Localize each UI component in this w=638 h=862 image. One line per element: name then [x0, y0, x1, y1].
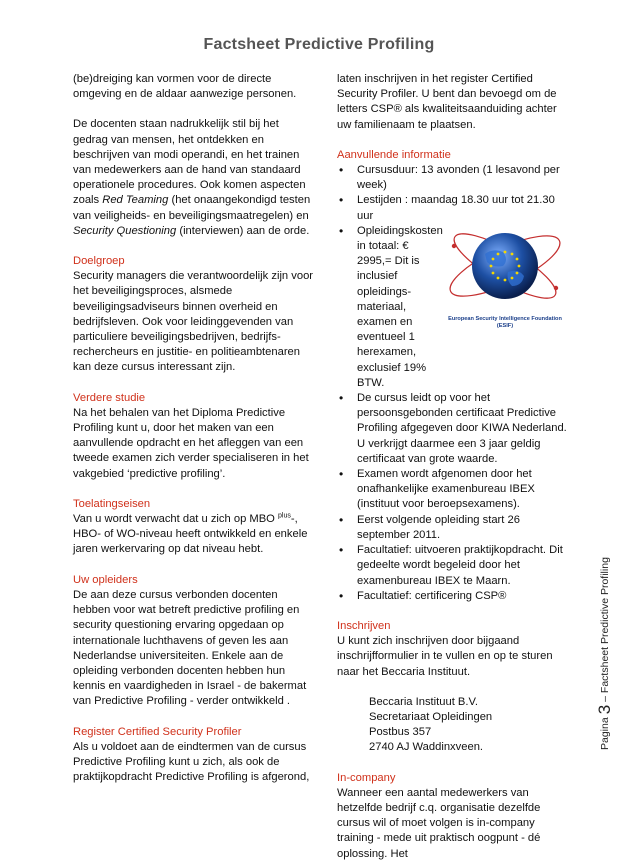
page-number: 3: [595, 704, 614, 715]
inschrijven-text: U kunt zich inschrijven door bijgaand inschrijfformulier in te vullen en op te sturen naar het Beccaria Instituut.: [337, 635, 553, 678]
list-item: • Facultatief: certificering CSP®: [337, 589, 569, 604]
list-item: • De cursus leidt op voor het persoonsgebonden certificaat Predictive Profiling afgegeven door KIWA Nederland. U verkrijgt daarmee een 3 jaar geldig certificaat van grote waarde.: [337, 391, 569, 467]
list-item: • Facultatief: uitvoeren praktijkopdracht. Dit gedeelte wordt begeleid door het examenbureau IBEX te Maarn.: [337, 543, 569, 589]
page-title: Factsheet Predictive Profiling: [203, 36, 435, 53]
left-column: [73, 72, 315, 785]
footer-title: – Factsheet Predictive Profiling: [599, 557, 611, 702]
list-item: • Opleidingskosten in totaal: € 2995,= Dit is inclusief opleidings-materiaal, examen en eventueel 1 herexamen, exclusief 19% BTW.: [337, 224, 445, 391]
esif-logo: [440, 216, 570, 340]
right-column: [337, 72, 569, 862]
intro-paragraph-1: (be)dreiging kan vormen voor de directe omgeving en de aldaar aanwezige personen.: [73, 73, 297, 101]
doelgroep-heading: Doelgroep: [73, 255, 125, 268]
address-line: 2740 AJ Waddinxveen.: [369, 741, 484, 754]
intro-paragraph-2: De docenten staan nadrukkelijk stil bij het gedrag van mensen, het ontdekken en beschrijven van modi operandi, en het trainen van medewerkers aan de hand van standaard operationele procedures. Ook komen aspecten zoals Red Teaming (het onaangekondigd testen van veiligheids- en beveiligingsmaatregelen) en Security Questioning (interviewen) aan de orde.: [73, 118, 311, 237]
list-item: • Cursusduur: 13 avonden (1 lesavond per week): [337, 163, 569, 193]
side-footer: [583, 557, 638, 750]
globe-icon: [440, 216, 570, 316]
address-line: Beccaria Instituut B.V.: [369, 695, 479, 708]
incompany-text: Wanneer een aantal medewerkers van hetzelfde bedrijf c.q. organisatie dezelfde cursus wil of moet volgen is in-company training - mede uit praktisch oogpunt - dé oplossing. Het: [337, 786, 541, 860]
aanvullende-heading: Aanvullende informatie: [337, 148, 451, 161]
list-item: • Examen wordt afgenomen door het onafhankelijke examenbureau IBEX (instituut voor beroepsexamens).: [337, 467, 569, 513]
address-block: [337, 695, 569, 756]
opleiders-text: De aan deze cursus verbonden docenten hebben voor wat betreft predictive profiling en security questioning ervaring opgedaan op internationale luchthavens of geven les aan Nederlandse universiteiten. Enkele aan de opleiding verbonden docenten hebben hun kennis en vaardigheden in Israel - de bakermat van Predictive Profiling - verder ontwikkeld .: [73, 588, 307, 708]
incompany-heading: In-company: [337, 771, 396, 784]
opleiders-heading: Uw opleiders: [73, 573, 138, 586]
toelatingseisen-text: Van u wordt verwacht dat u zich op MBO $^{plus}$-, HBO- of WO-niveau heeft ontwikkeld en enkele jaren werkervaring op dat niveau hebt.: [73, 512, 308, 556]
pagina-label: Pagina: [599, 717, 611, 750]
verdere-studie-text: Na het behalen van het Diploma Predictive Profiling kunt u, door het maken van een aanvullende opdracht en het afleggen van een tweede examen zich verder specialiseren in het vakgebied ‘predictive profiling’.: [73, 406, 309, 480]
address-line: Postbus 357: [369, 726, 432, 739]
list-item: • Lestijden : maandag 18.30 uur tot 21.30 uur: [337, 193, 569, 223]
logo-caption: European Security Intelligence Foundation (ESIF): [448, 316, 562, 329]
address-line: Secretariaat Opleidingen: [369, 710, 493, 723]
register-text: Als u voldoet aan de eindtermen van de cursus Predictive Profiling kunt u zich, als ook de praktijkopdracht Predictive Profiling is afgerond,: [73, 740, 310, 784]
verdere-studie-heading: Verdere studie: [73, 391, 146, 404]
toelatingseisen-heading: Toelatingseisen: [73, 497, 151, 510]
doelgroep-text: Security managers die verantwoordelijk zijn voor het beveiligingsproces, alsmede beveiligingsadviseurs binnen overheid en bedrijfsleven. Ook voor leidinggevenden van particuliere beveiligingsbedrijven, bedrijfs-rechercheurs en justitie- en politieambtenaren kan deze cursus interessant zijn.: [73, 270, 314, 374]
inschrijven-heading: Inschrijven: [337, 619, 391, 632]
list-item: • Eerst volgende opleiding start 26 september 2011.: [337, 513, 569, 543]
right-intro: laten inschrijven in het register Certified Security Profiler. U bent dan bevoegd om de letters CSP® als kwaliteitsaanduiding achter uw familienaam te plaatsen.: [337, 73, 557, 131]
register-heading: Register Certified Security Profiler: [73, 725, 242, 738]
